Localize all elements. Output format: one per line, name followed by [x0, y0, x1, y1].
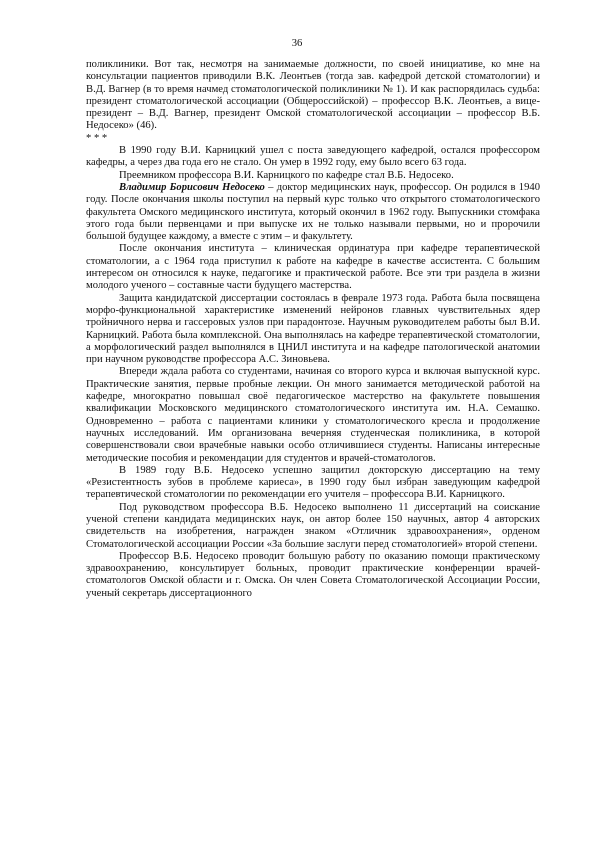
page-number: 36	[291, 38, 303, 49]
paragraph-9: Под руководством профессора В.Б. Недосеко выполнено 11 диссертаций на соискание ученой степени кандидата медицинских наук, он автор более 150 научных, автор 4 авторских свидетельств на изобретения, награжден знаком «Отличник здравоохранения», орденом Стоматологической ассоциации России «За большие заслуги перед стоматологией» второй степени.	[86, 501, 540, 550]
paragraph-5: После окончания института – клиническая ординатура при кафедре терапевтической стоматологии, а с 1964 года приступил к работе на кафедре в качестве ассистента. С большим интересом он относился к науке, педагогике и практической работе. Все эти три раздела в жизни молодого ученого – составные части будущего мастерства.	[86, 243, 540, 292]
paragraph-2: В 1990 году В.И. Карницкий ушел с поста заведующего кафедрой, остался профессором кафедры, а через два года его не стало. Он умер в 1992 году, ему было всего 63 года.	[86, 145, 540, 169]
paragraph-4	[86, 182, 540, 243]
paragraph-3: Преемником профессора В.И. Карницкого по кафедре стал В.Б. Недосеко.	[119, 169, 454, 181]
paragraph-8: В 1989 году В.Б. Недосеко успешно защитил докторскую диссертацию на тему «Резистентность зубов в проблеме кариеса», в 1990 году был избран заведующим кафедрой терапевтической стоматологии по рекомендации его учителя – профессора В.И. Карницкого.	[86, 464, 540, 501]
body-text	[86, 59, 540, 600]
paragraph-10: Профессор В.Б. Недосеко проводит большую работу по оказанию помощи практическому здравоохранению, консультирует больных, проводит практические конференции врачей-стоматологов Омской области и г. Омска. Он член Совета Стоматологической Ассоциации России, ученый секретарь диссертационного	[86, 550, 540, 599]
person-name: Владимир Борисович Недосеко	[119, 181, 265, 193]
paragraph-6: Защита кандидатской диссертации состоялась в феврале 1973 года. Работа была посвящена морфо-функциональной характеристике изменений нейронов главных чувствительных ядер тройничного нерва и гассеровых узлов при парадонтозе. Научным руководителем работы был В.И. Карницкий. Работа была комплексной. Она выполнялась на кафедре терапевтической стоматологии, а морфологический раздел выполнялся в ЦНИЛ института и на кафедре патологической анатомии при научном руководстве профессора А.С. Зиновьева.	[86, 292, 540, 366]
paragraph-1: поликлиники. Вот так, несмотря на занимаемые должности, по своей инициативе, ко мне на консультации пациентов приводили В.К. Леонтьев (тогда зав. кафедрой детской стоматологии) и В.Д. Вагнер (в то время начмед стоматологической поликлиники № 1). И как распорядилась судьба: президент стоматологической ассоциации (Общероссийской) – профессор В.К. Леонтьев, а вице-президент – В.Д. Вагнер, президент Омской стоматологической ассоциации – профессор В.Б. Недосеко» (46).	[86, 59, 540, 132]
paragraph-7: Впереди ждала работа со студентами, начиная со второго курса и включая выпускной курс. Практические занятия, первые пробные лекции. Он много занимается методической работой на кафедре, многократно повышал своё педагогическое мастерство на факультете повышения квалификации Московского медицинского стоматологического института им. Н.А. Семашко. Одновременно – работа с пациентами клиники у стоматологического кресла и продолжение научных исследований. Им организована вечерняя студенческая поликлиника, в которой совершенствовали свои врачебные навыки особо отличившиеся студенты. Написаны интересные методические пособия и рекомендации для студентов и врачей-стоматологов.	[86, 366, 540, 464]
section-separator: * * *	[86, 132, 108, 144]
paragraph-4-text: – доктор медицинских наук, профессор. Он родился в 1940 году. После окончания школы поступил на первый курс только что открытого стоматологического факультета Омского медицинского института, который окончил в 1962 году. Выпускники стомфака этого года были первенцами и при выпуске их не только называли первыми, но и пророчили большой будущее каждому, а вместе с этим – и факультету.	[86, 181, 540, 243]
